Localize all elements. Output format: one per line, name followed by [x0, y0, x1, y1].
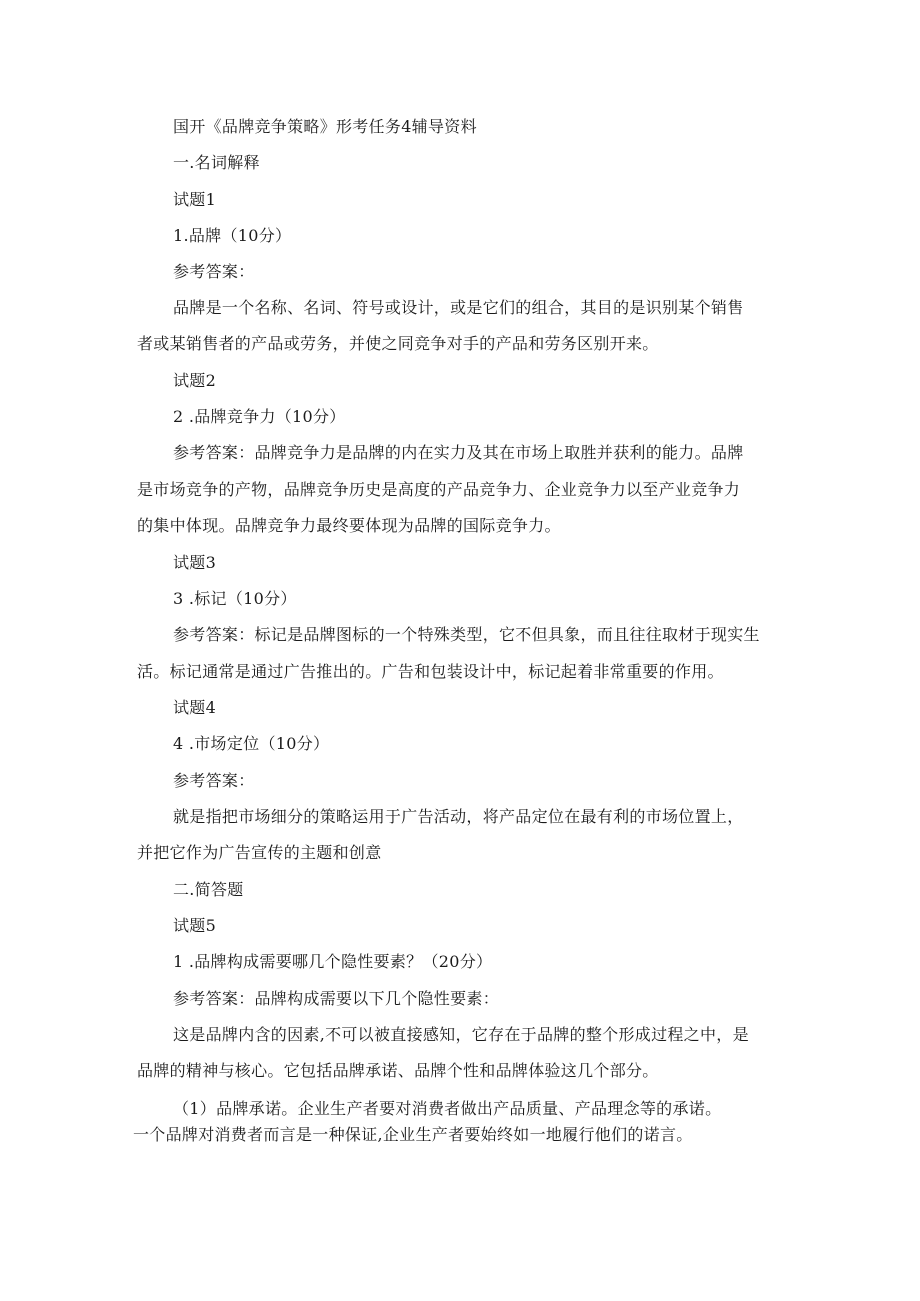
answer-text-2-line-1: 参考答案：品牌竞争力是品牌的内在实力及其在市场上取胜并获利的能力。品牌: [173, 443, 744, 462]
answer-label-1: 参考答案：: [173, 262, 255, 281]
section-heading-2: 二.简答题: [173, 880, 244, 899]
question-label-5: 试题5: [173, 916, 217, 935]
answer-intro-5: 参考答案：品牌构成需要以下几个隐性要素：: [173, 989, 500, 1008]
question-title-1: 1.品牌（10分）: [173, 226, 292, 245]
answer-point-1-line-1: （1）品牌承诺。企业生产者要对消费者做出产品质量、产品理念等的承诺。: [173, 1099, 722, 1118]
question-title-4: 4 .市场定位（10分）: [173, 734, 330, 753]
answer-text-2-line-3: 的集中体现。品牌竞争力最终要体现为品牌的国际竞争力。: [137, 516, 561, 535]
answer-text-4-line-2: 并把它作为广告宣传的主题和创意: [137, 843, 382, 862]
answer-text-2-line-2: 是市场竞争的产物，品牌竞争历史是高度的产品竞争力、企业竞争力以至产业竞争力: [137, 480, 741, 499]
answer-text-5-line-2: 品牌的精神与核心。它包括品牌承诺、品牌个性和品牌体验这几个部分。: [137, 1061, 659, 1080]
answer-label-4: 参考答案：: [173, 771, 255, 790]
question-title-3: 3 .标记（10分）: [173, 589, 297, 608]
section-heading-1: 一.名词解释: [173, 153, 260, 172]
question-label-1: 试题1: [173, 190, 217, 209]
answer-text-3-line-1: 参考答案：标记是品牌图标的一个特殊类型，它不但具象，而且往往取材于现实生: [173, 625, 760, 644]
question-label-3: 试题3: [173, 553, 217, 572]
answer-text-1-line-1: 品牌是一个名称、名词、符号或设计，或是它们的组合，其目的是识别某个销售: [173, 298, 744, 317]
answer-text-3-line-2: 活。标记通常是通过广告推出的。广告和包装设计中，标记起着非常重要的作用。: [137, 662, 724, 681]
answer-text-4-line-1: 就是指把市场细分的策略运用于广告活动，将产品定位在最有利的市场位置上，: [173, 807, 744, 826]
answer-point-1-line-2: 一个品牌对消费者而言是一种保证,企业生产者要始终如一地履行他们的诺言。: [133, 1125, 693, 1144]
answer-text-1-line-2: 者或某销售者的产品或劳务，并使之同竞争对手的产品和劳务区别开来。: [137, 334, 659, 353]
question-label-2: 试题2: [173, 371, 217, 390]
question-title-2: 2 .品牌竞争力（10分）: [173, 407, 346, 426]
answer-text-5-line-1: 这是品牌内含的因素,不可以被直接感知，它存在于品牌的整个形成过程之中，是: [173, 1025, 749, 1044]
question-title-5: 1 .品牌构成需要哪几个隐性要素？（20分）: [173, 952, 493, 971]
question-label-4: 试题4: [173, 698, 217, 717]
document-title: 国开《品牌竞争策略》形考任务4辅导资料: [173, 117, 477, 136]
